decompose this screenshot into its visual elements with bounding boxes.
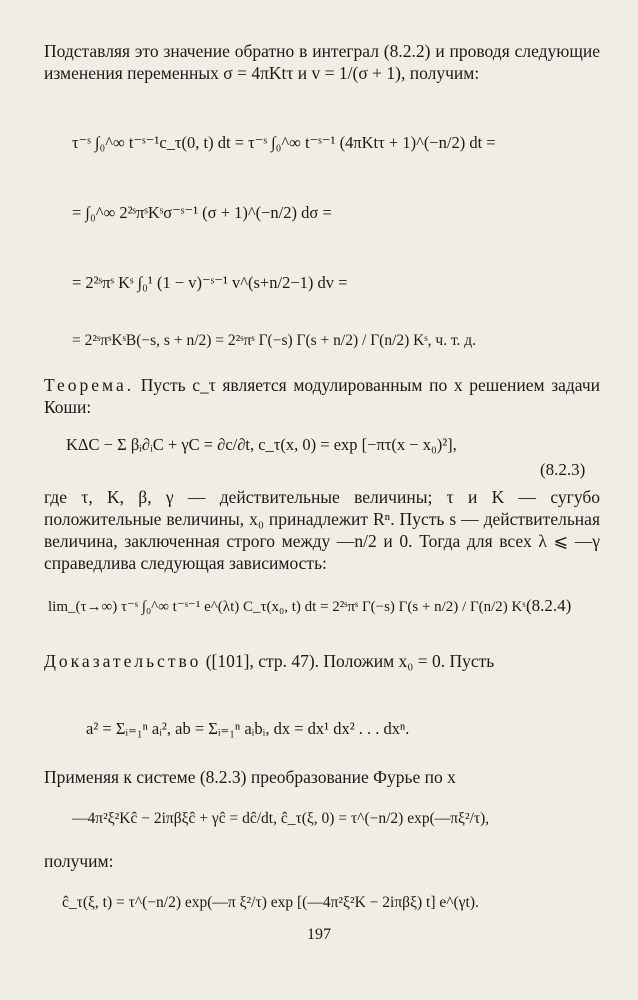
equation-7: a² = Σᵢ₌₁ⁿ aᵢ², ab = Σᵢ₌₁ⁿ aᵢbᵢ, dx = dx¹ dx² . . . dxⁿ. [86, 719, 410, 738]
equation-4: = 2²ˢπˢKˢB(−s, s + n/2) = 2²ˢπˢ Γ(−s) Γ(s + n/2) / Γ(n/2) Kˢ, ч. т. д. [72, 332, 477, 349]
page-number: 197 [307, 926, 331, 943]
theorem-paragraph [44, 374, 600, 418]
equation-8: —4π²ξ²Kĉ − 2iπβξĉ + γĉ = dĉ/dt, ĉ_τ(ξ, 0) = τ^(−n/2) exp(—πξ²/τ), [72, 810, 490, 827]
equation-9: ĉ_τ(ξ, t) = τ^(−n/2) exp(—π ξ²/τ) exp [(—4π²ξ²K − 2iπβξ) t] e^(γt). [62, 894, 479, 911]
proof-label: Доказательство [44, 651, 202, 671]
equation-5: KΔC − Σ βᵢ∂ᵢC + γC = ∂c/∂t, c_τ(x, 0) = exp [−πτ(x − x₀)²], [66, 435, 457, 454]
proof-text: ([101], стр. 47). Положим x₀ = 0. Пусть [205, 651, 495, 671]
equation-number-8-2-4: (8.2.4) [526, 596, 572, 615]
equation-6: lim_(τ→∞) τ⁻ˢ ∫₀^∞ t⁻ˢ⁻¹ e^(λt) C_τ(x₀, t) dt = 2²ˢπˢ Γ(−s) Γ(s + n/2) / Γ(n/2) Kˢ. [48, 599, 530, 615]
paragraph-substitution [44, 40, 600, 84]
paragraph-obtain [44, 850, 600, 872]
proof-paragraph [44, 650, 600, 672]
paragraph-conditions-text: где τ, K, β, γ — действительные величины; τ и K — сугубо положительные величины, x₀ принадлежит Rⁿ. Пусть s — действительная величина, заключенная строго между —n/2 и 0. Тогда для всех λ ⩽ —γ справедлива следующая зависимость: [44, 487, 600, 573]
paragraph-conditions [44, 486, 600, 574]
theorem-text: Пусть c_τ является модулированным по x решением задачи Коши: [44, 375, 601, 417]
equation-2: = ∫₀^∞ 2²ˢπˢKˢσ⁻ˢ⁻¹ (σ + 1)^(−n/2) dσ = [72, 203, 332, 222]
paragraph-fourier-text: Применяя к системе (8.2.3) преобразование Фурье по x [44, 767, 456, 787]
equation-number-8-2-3: (8.2.3) [540, 460, 586, 479]
equation-1: τ⁻ˢ ∫₀^∞ t⁻ˢ⁻¹c_τ(0, t) dt = τ⁻ˢ ∫₀^∞ t⁻ˢ⁻¹ (4πKtτ + 1)^(−n/2) dt = [72, 133, 496, 152]
paragraph-obtain-text: получим: [44, 851, 114, 871]
paragraph-fourier [44, 766, 600, 788]
paragraph-substitution-text: Подставляя это значение обратно в интеграл (8.2.2) и проводя следующие изменения переменных σ = 4πKtτ и v = 1/(σ + 1), получим: [44, 41, 600, 83]
theorem-label: Теорема. [44, 375, 135, 395]
equation-3: = 2²ˢπˢ Kˢ ∫₀¹ (1 − v)⁻ˢ⁻¹ v^(s+n/2−1) dv = [72, 273, 348, 292]
